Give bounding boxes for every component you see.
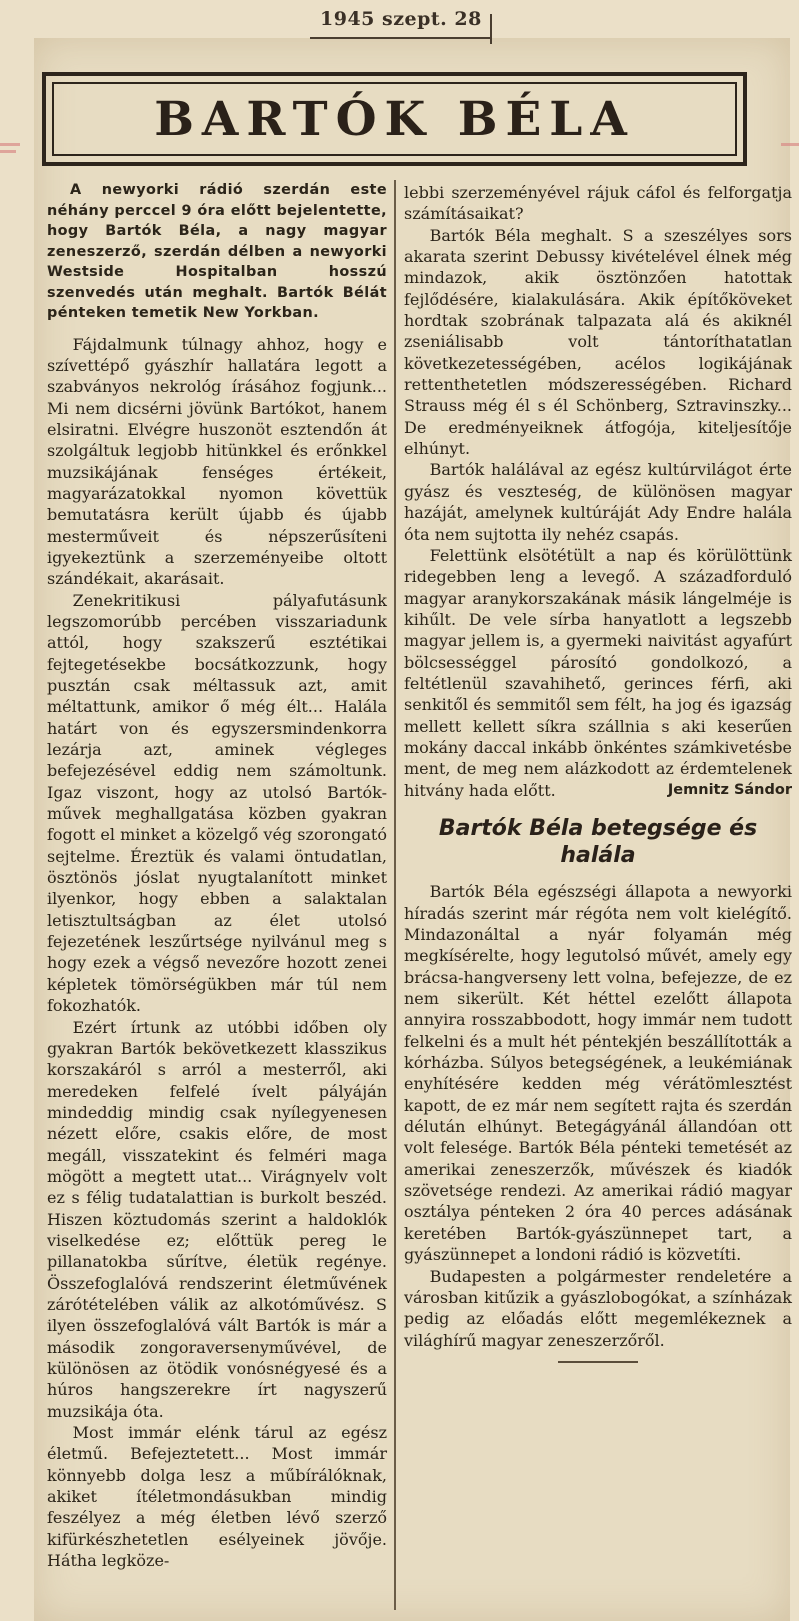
headline: BARTÓK BÉLA (154, 91, 635, 147)
article-paragraph: Bartók Béla meghalt. S a szeszélyes sors akarata szerint Debussy kivételével élnek még mindazok, akik ösztönzően hatottak fejlődésére, kialakulására. Akik építőköveket hordtak szobrának talpazata alá és akiknél zseniálisabb volt tántoríthatatlan következetességében, acélos logikájának rettenthetetlen módszerességében. Richard Strauss még él s él Schönberg, Sztravinszky... De eredményeiknek átfogója, kiteljesítője elhúnyt. (404, 225, 792, 459)
news-paragraph: Budapesten a polgármester rendeletére a városban kitűzik a gyászlobogókat, a színházak pedig az előadás előtt megemlékeznek a világhírű magyar zeneszerzőről. (404, 1266, 792, 1350)
article-paragraph: Felettünk elsötétült a nap és körülöttünk ridegebben leng a levegő. A századforduló magyar aranykorszakának másik lángelméje is kihűlt. De vele sírba hanyatlott a legszebb magyar jellem is, a gyermeki naivitást agyafúrt bölcsességgel párosító gondolkozó, a feltétlenül szavahihető, gerinces férfi, aki senkitől és semmitől sem félt, ha jog és igazság mellett kellett síkra szállnia s aki keserűen mokány daccal inkább önkéntes számkivetésbe ment, de meg nem alázkodott az érdemtelenek hitvány hada előtt. (404, 545, 792, 800)
margin-mark-right (781, 143, 799, 146)
date-stamp: 1945 szept. 28 (320, 8, 482, 30)
article-paragraph: Fájdalmunk túlnagy ahhoz, hogy e szívettépő gyászhír hallatára legott a szabványos nekrológ írásához fogjunk... Mi nem dicsérni jövünk Bartókot, hanem elsiratni. Elvégre huszonöt esztendőn át szolgáltuk legjobb hitünkkel és erőnkkel muzsikájának fenséges értékeit, magyarázatokkal nyomon követtük bemutatásra került újabb és újabb mesterműveit és népszerűsíteni igyekeztünk a szerzeményeibe oltott szándékait, akarásait. (47, 334, 387, 589)
news-paragraph: Bartók Béla egészségi állapota a newyorki híradás szerint már régóta nem volt kielégítő. Mindazonáltal a nyár folyamán még megkísérelte, hogy legutolsó művét, amely egy brácsa-hangverseny lett volna, befejezze, de ez nem sikerült. Két héttel ezelőtt állapota annyira rosszabbodott, hogy immár nem tudott felkelni és a mult hét péntekjén beszállították a kórházba. Súlyos betegségének, a leukémiának enyhítésére kedden még vérátömlesztést kapott, de ez már nem segített rajta és szerdán délután elhúnyt. Betegágyánál állandóan ott volt felesége. Bartók Béla pénteki temetését az amerikai zeneszerzők, művészek és kiadók szövetsége rendezi. Az amerikai rádió magyar osztálya pénteken 2 óra 40 perces adásának keretében Bartók-gyászünnepet tart, a gyászünnepet a londoni rádió is közvetíti. (404, 882, 792, 1265)
column-left (47, 180, 387, 1571)
margin-mark-left (0, 143, 20, 146)
headline-box (42, 72, 747, 166)
margin-mark-left-2 (0, 150, 16, 153)
article-paragraph: Most immár elénk tárul az egész életmű. Befejeztetett... Most immár könnyebb dolga lesz a műbírálóknak, akiket ítéletmondásukban mindig feszélyez a még életben lévő szerző kifürkészhetetlen esélyeinek jövője. Hátha legköze- (47, 1423, 387, 1571)
article-paragraph: Zenekritikusi pályafutásunk legszomorúbb percében visszariadunk attól, hogy szakszerű esztétikai fejtegetésekbe bocsátkozzunk, hogy pusztán csak méltassuk azt, amit méltattunk, amikor ő még élt... Halála határt von és egyszersmindenkorra lezárja azt, aminek végleges befejezésével eddig nem számoltunk. Igaz viszont, hogy az utolsó Bartók-művek meghallgatása közben gyakran fogott el minket a közelgő vég szorongató sejtelme. Éreztük és valami öntudatlan, ösztönös jóslat nyugtalanított minket ilyenkor, hogy ebben a salaktalan letisztultságban az élet utolsó fejezetének leszűrtsége nyilvánul meg s hogy ezek a végső nevezőre hozott zenei képletek tömörségükben már túl nem fokozhatók. (47, 590, 387, 1016)
sub-headline: Bartók Béla betegsége és halála (438, 816, 758, 869)
author-signature: Jemnitz Sándor (667, 781, 792, 798)
article-paragraph: Ezért írtunk az utóbbi időben oly gyakran Bartók bekövetkezett klasszikus korszakáról s arról a mesterről, aki meredeken felfelé ívelt pályáján mindeddig mindig csak nyílegyenesen nézett előre, csakis előre, de most megáll, visszatekint és felméri maga mögött a megtett utat... Virágnyelv volt ez s félig tudatalattian is burkolt beszéd. Hiszen köztudomás szerint a haldoklók viselkedése ez; előttük pereg le pillanatokba sűrítve, életük regénye. Összefoglalóvá rendszerint életművének zárótételében válik az alkotóművész. S ilyen összefoglalóvá vált Bartók is már a második zongoraversenyművével, de különösen az ötödik vonósnégyesé és a húros hangszerekre írt nagyszerű muzsikája óta. (47, 1017, 387, 1421)
article-paragraph-continued: lebbi szerzeményével rájuk cáfol és felforgatja számításaikat? (404, 183, 792, 224)
lead-paragraph: A newyorki rádió szerdán este néhány perccel 9 óra előtt bejelentette, hogy Bartók Béla, a nagy magyar zeneszerző, szerdán délben a newyorki Westside Hospitalban hosszú szenvedés után meghalt. Bartók Bélát pénteken temetik New Yorkban. (47, 182, 387, 321)
date-underline (310, 37, 490, 39)
column-divider (394, 180, 396, 1610)
column-right (404, 182, 792, 1363)
date-tick (490, 14, 492, 44)
headline-inner-frame (52, 82, 737, 156)
article-paragraph: Bartók halálával az egész kultúrvilágot érte gyász és veszteség, de különösen magyar hazáját, amelynek kultúráját Ady Endre halála óta nem sujtotta ily nehéz csapás. (404, 460, 792, 544)
end-rule (558, 1361, 638, 1363)
